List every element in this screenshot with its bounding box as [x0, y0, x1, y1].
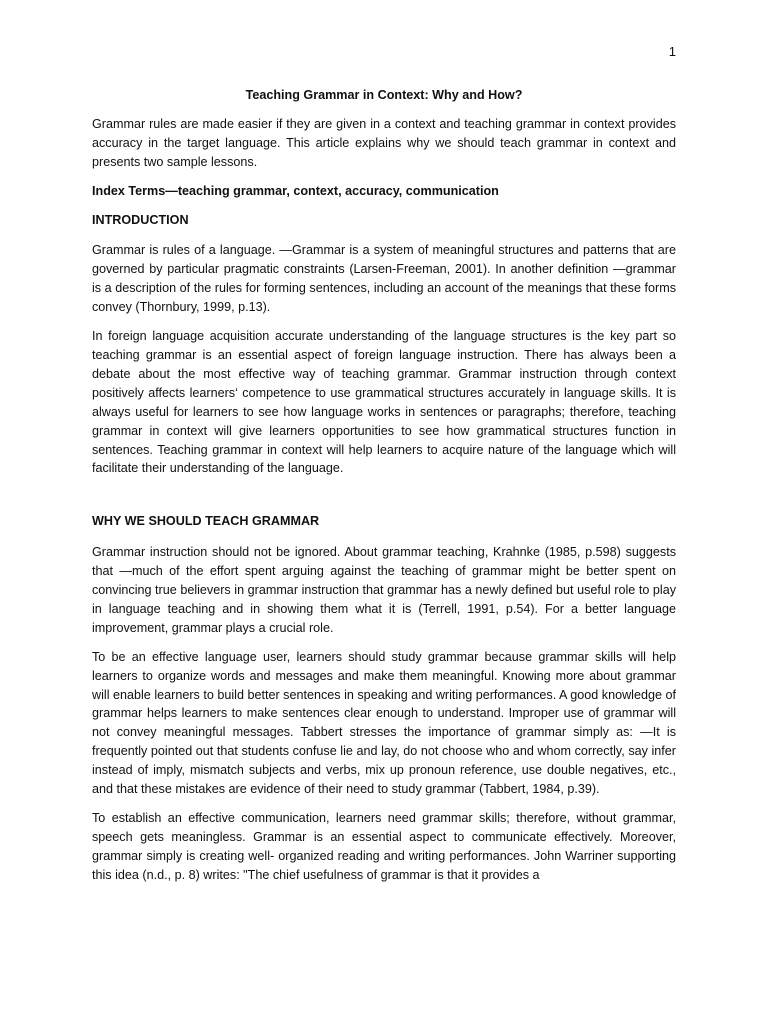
document-title: Teaching Grammar in Context: Why and How? [245, 88, 523, 102]
abstract-paragraph: Grammar rules are made easier if they are given in a context and teaching grammar in context provides accuracy in the target language. This article explains why we should teach grammar in context and presents two sample lessons. [92, 116, 676, 169]
why-paragraph: To be an effective language user, learners should study grammar because grammar skills will help learners to organize words and messages and make them meaningful. Knowing more about grammar will enable learners to build better sentences in speaking and writing performances. A good knowledge of grammar helps learners to make sentences clear enough to understand. Improper use of grammar will not convey meaningful messages. Tabbert stresses the importance of grammar simply as: —It is frequently pointed out that students confuse lie and lay, do not choose who and whom correctly, say infer instead of imply, mismatch subjects and verbs, mix up pronoun reference, use double negatives, etc., and that these mistakes are evidence of their need to study grammar (Tabbert, 1984, p.39). [92, 649, 676, 797]
document-body [92, 86, 676, 895]
page-number: 1 [668, 44, 676, 59]
index-terms: Index Terms—teaching grammar, context, accuracy, communication [92, 183, 499, 198]
introduction-paragraph: In foreign language acquisition accurate understanding of the language structures is the key part so teaching grammar is an essential aspect of foreign language instruction. There has always been a debate about the most effective way of teaching grammar. Grammar instruction through context positively affects learners‘ competence to use grammatical structures accurately in language skills. It is always useful for learners to see how language works in sentences or paragraphs; therefore, teaching grammar in context will give learners opportunities to see how grammatical structures function in sentences. Teaching grammar in context will help learners to acquire nature of the language which will facilitate their understanding of the language. [92, 329, 676, 476]
section-heading-why-teach-grammar: WHY WE SHOULD TEACH GRAMMAR [92, 514, 320, 529]
why-paragraph: Grammar instruction should not be ignored. About grammar teaching, Krahnke (1985, p.598) suggests that —much of the effort spent arguing against the teaching of grammar might be better spent on convincing true believers in grammar instruction that grammar has a newly defined but useful role to play in language teaching and in showing them what it is (Terrell, 1991, p.54). For a better language improvement, grammar plays a crucial role. [92, 545, 676, 635]
introduction-paragraph: Grammar is rules of a language. —Grammar is a system of meaningful structures and patterns that are governed by particular pragmatic constraints (Larsen-Freeman, 2001). In another definition —grammar is a description of the rules for forming sentences, including an account of the meanings that these forms convey (Thornbury, 1999, p.13). [92, 243, 676, 315]
section-heading-introduction: INTRODUCTION [92, 212, 189, 227]
why-paragraph: To establish an effective communication, learners need grammar skills; therefore, without grammar, speech gets meaningless. Grammar is an essential aspect to communicate effectively. Moreover, grammar simply is creating well- organized reading and writing performances. John Warriner supporting this idea (n.d., p. 8) writes: "The chief usefulness of grammar is that it provides a [92, 811, 676, 882]
